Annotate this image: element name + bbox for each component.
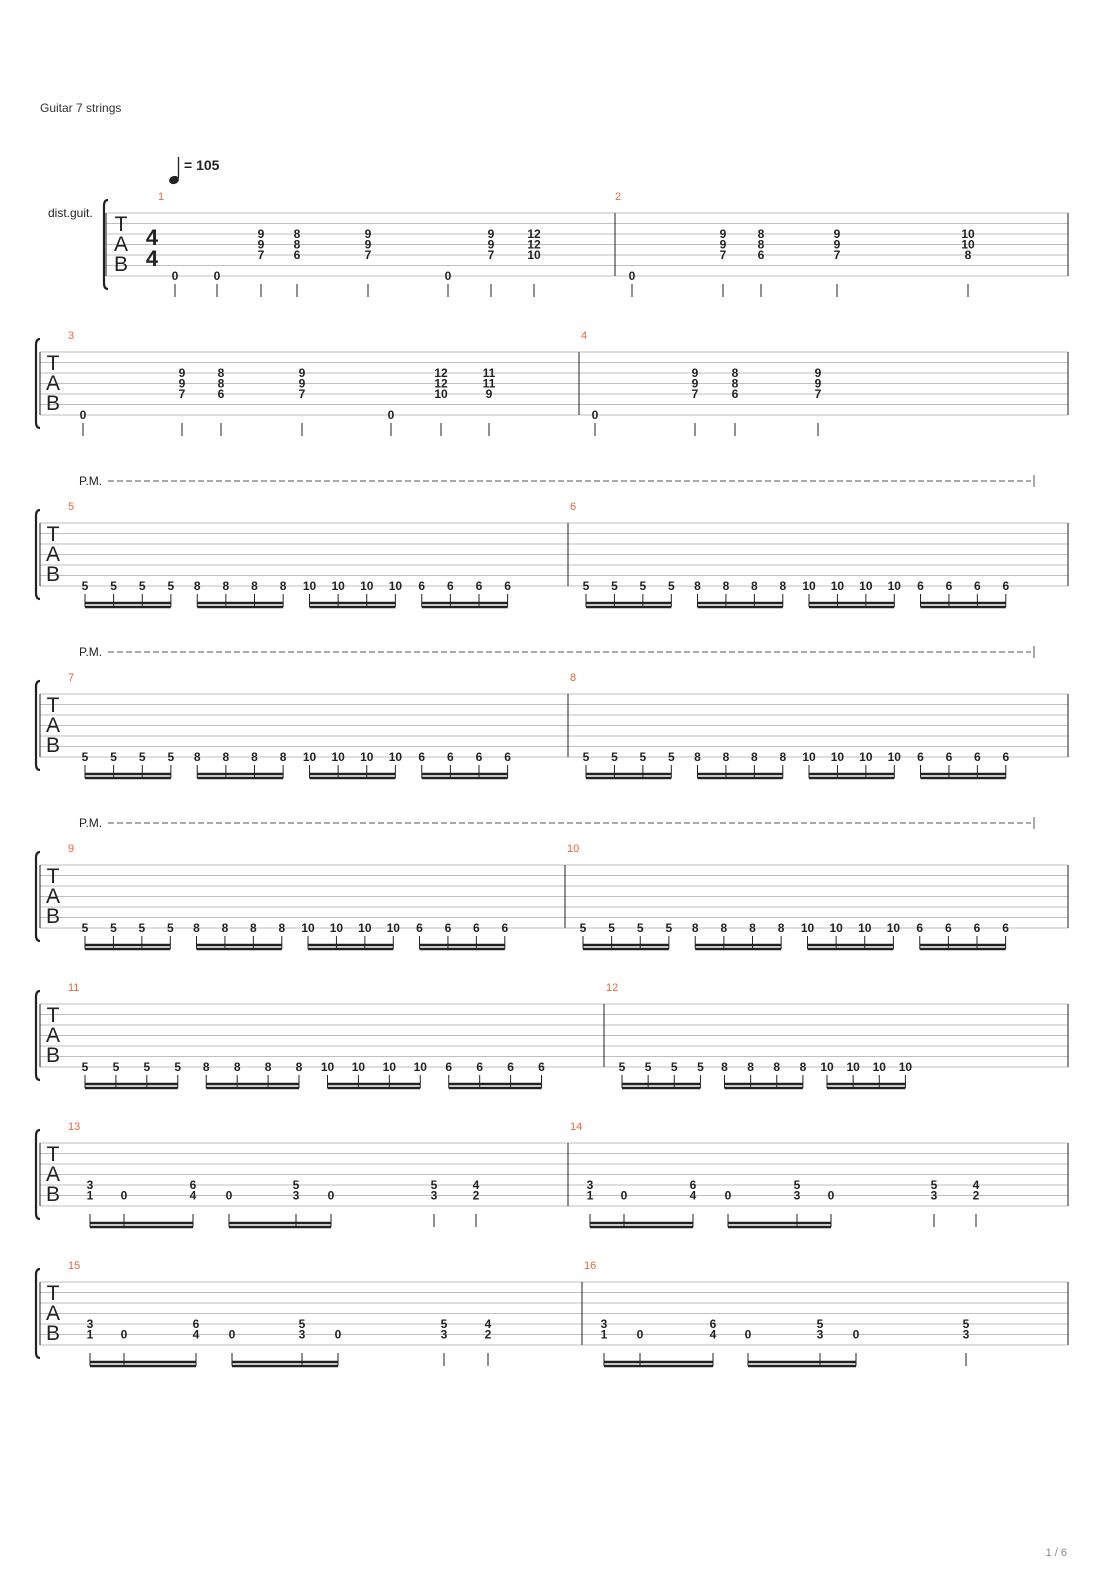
tab-clef-t: T bbox=[46, 523, 60, 546]
fret-number: 5 bbox=[298, 1317, 306, 1331]
fret-number: 10 bbox=[302, 579, 317, 593]
fret-number: 10 bbox=[830, 579, 845, 593]
fret-number: 6 bbox=[1002, 750, 1010, 764]
fret-number: 5 bbox=[138, 579, 146, 593]
fret-number: 10 bbox=[388, 750, 403, 764]
fret-number: 6 bbox=[709, 1317, 717, 1331]
fret-number: 7 bbox=[814, 387, 822, 401]
fret-number: 12 bbox=[434, 376, 448, 391]
fret-number: 6 bbox=[507, 1060, 514, 1074]
fret-number: 7 bbox=[178, 387, 186, 401]
fret-number: 3 bbox=[86, 1178, 94, 1192]
fret-number: 6 bbox=[416, 921, 423, 935]
fret-number: 10 bbox=[830, 750, 845, 764]
fret-number: 9 bbox=[719, 237, 727, 252]
fret-number: 6 bbox=[731, 387, 739, 401]
fret-number: 10 bbox=[887, 579, 901, 593]
fret-number: 5 bbox=[697, 1060, 704, 1074]
system-bracket bbox=[36, 1130, 40, 1219]
fret-number: 10 bbox=[320, 1060, 335, 1074]
fret-number: 9 bbox=[814, 376, 822, 391]
tab-clef-t: T bbox=[46, 1282, 60, 1305]
measure-number: 2 bbox=[615, 191, 622, 203]
fret-number: 5 bbox=[816, 1317, 824, 1331]
fret-number: 5 bbox=[112, 1060, 120, 1074]
fret-number: 6 bbox=[476, 1060, 484, 1074]
fret-number: 0 bbox=[327, 1188, 335, 1203]
fret-number: 9 bbox=[298, 366, 306, 380]
fret-number: 0 bbox=[79, 408, 87, 422]
fret-number: 5 bbox=[608, 921, 615, 935]
measure-number: 1 bbox=[158, 191, 165, 203]
measure-number: 14 bbox=[570, 1121, 583, 1133]
fret-number: 8 bbox=[217, 366, 225, 380]
fret-number: 3 bbox=[793, 1188, 801, 1203]
fret-number: 10 bbox=[898, 1060, 913, 1074]
fret-number: 2 bbox=[972, 1188, 980, 1203]
fret-number: 5 bbox=[167, 579, 175, 593]
fret-number: 5 bbox=[579, 921, 587, 935]
tab-clef-t: T bbox=[46, 352, 60, 375]
fret-number: 4 bbox=[192, 1327, 200, 1342]
fret-number: 0 bbox=[444, 269, 452, 283]
fret-number: 7 bbox=[691, 387, 699, 401]
fret-number: 3 bbox=[298, 1327, 306, 1342]
fret-number: 5 bbox=[81, 1060, 89, 1074]
fret-number: 10 bbox=[360, 579, 374, 593]
fret-number: 9 bbox=[814, 366, 822, 380]
measure-number: 7 bbox=[68, 672, 75, 684]
fret-number: 12 bbox=[527, 227, 541, 241]
fret-number: 1 bbox=[86, 1327, 94, 1342]
measure-number: 11 bbox=[68, 982, 80, 994]
fret-number: 5 bbox=[81, 750, 89, 764]
score-title: Guitar 7 strings bbox=[40, 101, 122, 115]
measure-number: 15 bbox=[68, 1260, 81, 1272]
fret-number: 7 bbox=[257, 248, 265, 262]
fret-number: 9 bbox=[691, 366, 699, 380]
fret-number: 3 bbox=[292, 1188, 300, 1203]
tab-clef-b: B bbox=[45, 1044, 61, 1067]
fret-number: 6 bbox=[917, 750, 924, 764]
fret-number: 5 bbox=[670, 1060, 678, 1074]
fret-number: 6 bbox=[192, 1317, 200, 1331]
tab-clef-t: T bbox=[46, 1004, 60, 1027]
measure-number: 8 bbox=[570, 672, 577, 684]
fret-number: 8 bbox=[722, 579, 730, 593]
fret-number: 5 bbox=[440, 1317, 448, 1331]
fret-number: 10 bbox=[961, 227, 975, 241]
fret-number: 8 bbox=[720, 921, 728, 935]
fret-number: 6 bbox=[973, 921, 981, 935]
fret-number: 9 bbox=[178, 376, 186, 391]
fret-number: 10 bbox=[886, 921, 901, 935]
fret-number: 8 bbox=[217, 376, 225, 391]
fret-number: 8 bbox=[773, 1060, 781, 1074]
fret-number: 5 bbox=[639, 579, 647, 593]
tab-clef-a: A bbox=[45, 885, 61, 908]
fret-number: 8 bbox=[777, 921, 785, 935]
fret-number: 6 bbox=[504, 750, 511, 764]
measure-number: 4 bbox=[581, 330, 588, 342]
fret-number: 8 bbox=[747, 1060, 754, 1074]
fret-number: 0 bbox=[225, 1188, 233, 1203]
fret-number: 6 bbox=[475, 579, 483, 593]
fret-number: 5 bbox=[667, 750, 675, 764]
tab-clef-a: A bbox=[45, 372, 61, 395]
tab-clef-a: A bbox=[45, 1163, 61, 1186]
fret-number: 5 bbox=[110, 921, 117, 935]
tab-clef-a: A bbox=[45, 1024, 61, 1047]
tab-clef-b: B bbox=[45, 563, 61, 586]
fret-number: 9 bbox=[833, 237, 841, 252]
fret-number: 10 bbox=[800, 921, 815, 935]
tab-clef-a: A bbox=[45, 543, 61, 566]
fret-number: 10 bbox=[961, 237, 975, 252]
fret-number: 6 bbox=[444, 921, 452, 935]
fret-number: 6 bbox=[974, 750, 981, 764]
fret-number: 5 bbox=[618, 1060, 626, 1074]
tempo-marking: = 105 bbox=[184, 157, 220, 173]
fret-number: 10 bbox=[859, 750, 873, 764]
fret-number: 6 bbox=[504, 579, 511, 593]
fret-number: 6 bbox=[1002, 921, 1009, 935]
fret-number: 10 bbox=[802, 579, 816, 593]
fret-number: 8 bbox=[749, 921, 756, 935]
measure-number: 5 bbox=[68, 501, 75, 513]
fret-number: 0 bbox=[228, 1327, 236, 1342]
fret-number: 5 bbox=[665, 921, 673, 935]
fret-number: 7 bbox=[298, 387, 306, 401]
fret-number: 8 bbox=[264, 1060, 272, 1074]
fret-number: 5 bbox=[582, 579, 590, 593]
system-bracket bbox=[36, 510, 40, 599]
tab-clef-t: T bbox=[46, 865, 60, 888]
page-number: 1 / 6 bbox=[1045, 1547, 1067, 1559]
fret-number: 10 bbox=[846, 1060, 860, 1074]
fret-number: 5 bbox=[143, 1060, 151, 1074]
fret-number: 7 bbox=[364, 248, 372, 262]
fret-number: 8 bbox=[722, 750, 730, 764]
fret-number: 6 bbox=[189, 1178, 197, 1192]
fret-number: 5 bbox=[793, 1178, 801, 1192]
fret-number: 6 bbox=[473, 921, 480, 935]
fret-number: 3 bbox=[930, 1188, 938, 1203]
fret-number: 8 bbox=[757, 237, 765, 252]
fret-number: 0 bbox=[620, 1188, 628, 1203]
tab-clef-b: B bbox=[45, 905, 61, 928]
fret-number: 9 bbox=[178, 366, 186, 380]
measure-number: 9 bbox=[68, 843, 75, 855]
fret-number: 6 bbox=[475, 750, 483, 764]
fret-number: 5 bbox=[81, 921, 89, 935]
fret-number: 0 bbox=[852, 1327, 860, 1342]
fret-number: 10 bbox=[872, 1060, 886, 1074]
fret-number: 8 bbox=[757, 227, 765, 241]
fret-number: 9 bbox=[257, 227, 265, 241]
fret-number: 10 bbox=[302, 750, 317, 764]
fret-number: 8 bbox=[250, 921, 257, 935]
fret-number: 8 bbox=[731, 366, 739, 380]
fret-number: 5 bbox=[582, 750, 590, 764]
fret-number: 0 bbox=[591, 408, 599, 422]
fret-number: 6 bbox=[501, 921, 509, 935]
fret-number: 8 bbox=[221, 921, 229, 935]
fret-number: 5 bbox=[292, 1178, 300, 1192]
fret-number: 0 bbox=[120, 1188, 128, 1203]
fret-number: 6 bbox=[418, 579, 426, 593]
fret-number: 6 bbox=[538, 1060, 545, 1074]
fret-number: 6 bbox=[1002, 579, 1010, 593]
fret-number: 8 bbox=[251, 750, 258, 764]
fret-number: 10 bbox=[802, 750, 816, 764]
fret-number: 5 bbox=[81, 579, 89, 593]
fret-number: 10 bbox=[382, 1060, 397, 1074]
fret-number: 6 bbox=[974, 579, 981, 593]
fret-number: 10 bbox=[887, 750, 901, 764]
fret-number: 5 bbox=[138, 750, 146, 764]
fret-number: 8 bbox=[279, 750, 287, 764]
fret-number: 6 bbox=[447, 750, 454, 764]
fret-number: 6 bbox=[418, 750, 426, 764]
fret-number: 8 bbox=[202, 1060, 210, 1074]
fret-number: 5 bbox=[644, 1060, 652, 1074]
tab-clef-a: A bbox=[113, 233, 129, 256]
fret-number: 9 bbox=[364, 227, 372, 241]
fret-number: 0 bbox=[387, 408, 395, 422]
fret-number: 10 bbox=[386, 921, 400, 935]
fret-number: 11 bbox=[482, 376, 496, 391]
tab-clef-t: T bbox=[46, 694, 60, 717]
fret-number: 6 bbox=[293, 248, 301, 262]
fret-number: 10 bbox=[829, 921, 843, 935]
fret-number: 1 bbox=[586, 1188, 594, 1203]
fret-number: 12 bbox=[527, 237, 541, 252]
fret-number: 0 bbox=[744, 1327, 752, 1342]
fret-number: 0 bbox=[213, 269, 221, 283]
fret-number: 10 bbox=[358, 921, 372, 935]
fret-number: 3 bbox=[600, 1317, 608, 1331]
fret-number: 8 bbox=[721, 1060, 728, 1074]
fret-number: 5 bbox=[110, 750, 117, 764]
tab-clef-a: A bbox=[45, 1302, 61, 1325]
fret-number: 9 bbox=[298, 376, 306, 391]
fret-number: 10 bbox=[360, 750, 374, 764]
fret-number: 9 bbox=[833, 227, 841, 241]
tab-clef-t: T bbox=[114, 213, 128, 236]
fret-number: 8 bbox=[694, 750, 701, 764]
fret-number: 1 bbox=[86, 1188, 94, 1203]
fret-number: 6 bbox=[916, 921, 924, 935]
fret-number: 6 bbox=[917, 579, 924, 593]
measure-number: 6 bbox=[570, 501, 577, 513]
fret-number: 0 bbox=[628, 269, 636, 283]
fret-number: 3 bbox=[962, 1327, 970, 1342]
fret-number: 0 bbox=[827, 1188, 835, 1203]
fret-number: 10 bbox=[331, 750, 345, 764]
fret-number: 9 bbox=[487, 237, 495, 252]
fret-number: 8 bbox=[691, 921, 699, 935]
fret-number: 7 bbox=[833, 248, 841, 262]
fret-number: 8 bbox=[293, 237, 301, 252]
fret-number: 8 bbox=[233, 1060, 241, 1074]
fret-number: 10 bbox=[331, 579, 345, 593]
fret-number: 5 bbox=[639, 750, 647, 764]
measure-number: 16 bbox=[584, 1260, 597, 1272]
fret-number: 2 bbox=[472, 1188, 480, 1203]
fret-number: 4 bbox=[189, 1188, 197, 1203]
fret-number: 10 bbox=[434, 387, 448, 401]
fret-number: 1 bbox=[600, 1327, 608, 1342]
fret-number: 8 bbox=[222, 750, 230, 764]
fret-number: 5 bbox=[636, 921, 644, 935]
fret-number: 4 bbox=[472, 1178, 480, 1192]
fret-number: 6 bbox=[217, 387, 225, 401]
fret-number: 10 bbox=[859, 579, 873, 593]
fret-number: 3 bbox=[440, 1327, 448, 1342]
fret-number: 8 bbox=[193, 750, 201, 764]
fret-number: 6 bbox=[447, 579, 454, 593]
fret-number: 0 bbox=[171, 269, 179, 283]
fret-number: 2 bbox=[484, 1327, 492, 1342]
instrument-name: dist.guit. bbox=[48, 206, 93, 220]
fret-number: 3 bbox=[86, 1317, 94, 1331]
fret-number: 10 bbox=[301, 921, 315, 935]
fret-number: 5 bbox=[167, 750, 175, 764]
fret-number: 8 bbox=[293, 227, 301, 241]
fret-number: 8 bbox=[751, 579, 758, 593]
fret-number: 8 bbox=[193, 579, 201, 593]
measure-number: 10 bbox=[567, 843, 580, 855]
system-bracket bbox=[36, 681, 40, 770]
fret-number: 6 bbox=[689, 1178, 697, 1192]
fret-number: 5 bbox=[138, 921, 146, 935]
fret-number: 9 bbox=[719, 227, 727, 241]
fret-number: 5 bbox=[611, 750, 618, 764]
system-bracket bbox=[36, 991, 40, 1080]
system-bracket bbox=[36, 339, 40, 428]
palm-mute-label: P.M. bbox=[79, 816, 103, 830]
fret-number: 10 bbox=[388, 579, 403, 593]
fret-number: 8 bbox=[799, 1060, 807, 1074]
fret-number: 5 bbox=[430, 1178, 438, 1192]
fret-number: 8 bbox=[964, 248, 972, 262]
fret-number: 8 bbox=[731, 376, 739, 391]
fret-number: 10 bbox=[858, 921, 872, 935]
tab-clef-b: B bbox=[45, 1183, 61, 1206]
measure-number: 13 bbox=[68, 1121, 81, 1133]
fret-number: 0 bbox=[334, 1327, 342, 1342]
fret-number: 9 bbox=[364, 237, 372, 252]
fret-number: 4 bbox=[689, 1188, 697, 1203]
fret-number: 8 bbox=[751, 750, 758, 764]
tab-clef-t: T bbox=[46, 1143, 60, 1166]
fret-number: 8 bbox=[193, 921, 200, 935]
fret-number: 3 bbox=[586, 1178, 594, 1192]
fret-number: 6 bbox=[757, 248, 765, 262]
measure-number: 3 bbox=[68, 330, 75, 342]
fret-number: 10 bbox=[329, 921, 344, 935]
fret-number: 5 bbox=[962, 1317, 970, 1331]
fret-number: 6 bbox=[945, 579, 953, 593]
fret-number: 9 bbox=[485, 387, 493, 401]
tab-clef-b: B bbox=[45, 734, 61, 757]
system-bracket bbox=[36, 852, 40, 941]
tab-clef-a: A bbox=[45, 714, 61, 737]
fret-number: 0 bbox=[120, 1327, 128, 1342]
fret-number: 11 bbox=[482, 366, 496, 380]
fret-number: 5 bbox=[166, 921, 174, 935]
fret-number: 5 bbox=[611, 579, 618, 593]
fret-number: 6 bbox=[945, 750, 953, 764]
fret-number: 0 bbox=[724, 1188, 732, 1203]
time-signature-denominator: 4 bbox=[145, 246, 159, 271]
fret-number: 10 bbox=[413, 1060, 427, 1074]
fret-number: 5 bbox=[174, 1060, 182, 1074]
fret-number: 10 bbox=[820, 1060, 834, 1074]
system-bracket bbox=[36, 1269, 40, 1358]
fret-number: 8 bbox=[779, 579, 787, 593]
fret-number: 5 bbox=[667, 579, 675, 593]
fret-number: 10 bbox=[351, 1060, 366, 1074]
tab-clef-b: B bbox=[45, 392, 61, 415]
fret-number: 8 bbox=[278, 921, 286, 935]
fret-number: 6 bbox=[445, 1060, 453, 1074]
time-signature-numerator: 4 bbox=[145, 225, 159, 250]
fret-number: 4 bbox=[709, 1327, 717, 1342]
fret-number: 8 bbox=[779, 750, 787, 764]
fret-number: 3 bbox=[430, 1188, 438, 1203]
fret-number: 8 bbox=[694, 579, 701, 593]
fret-number: 8 bbox=[295, 1060, 303, 1074]
fret-number: 7 bbox=[719, 248, 727, 262]
fret-number: 8 bbox=[222, 579, 230, 593]
fret-number: 7 bbox=[487, 248, 495, 262]
palm-mute-label: P.M. bbox=[79, 474, 103, 488]
fret-number: 10 bbox=[527, 248, 541, 262]
tab-clef-b: B bbox=[113, 253, 129, 276]
fret-number: 12 bbox=[434, 366, 448, 380]
fret-number: 8 bbox=[279, 579, 287, 593]
fret-number: 4 bbox=[484, 1317, 492, 1331]
fret-number: 5 bbox=[930, 1178, 938, 1192]
palm-mute-label: P.M. bbox=[79, 645, 103, 659]
fret-number: 4 bbox=[972, 1178, 980, 1192]
measure-number: 12 bbox=[606, 982, 619, 994]
fret-number: 9 bbox=[487, 227, 495, 241]
fret-number: 9 bbox=[691, 376, 699, 391]
fret-number: 5 bbox=[110, 579, 117, 593]
tab-clef-b: B bbox=[45, 1322, 61, 1345]
fret-number: 0 bbox=[636, 1327, 644, 1342]
fret-number: 9 bbox=[257, 237, 265, 252]
fret-number: 3 bbox=[816, 1327, 824, 1342]
fret-number: 6 bbox=[945, 921, 952, 935]
fret-number: 8 bbox=[251, 579, 258, 593]
